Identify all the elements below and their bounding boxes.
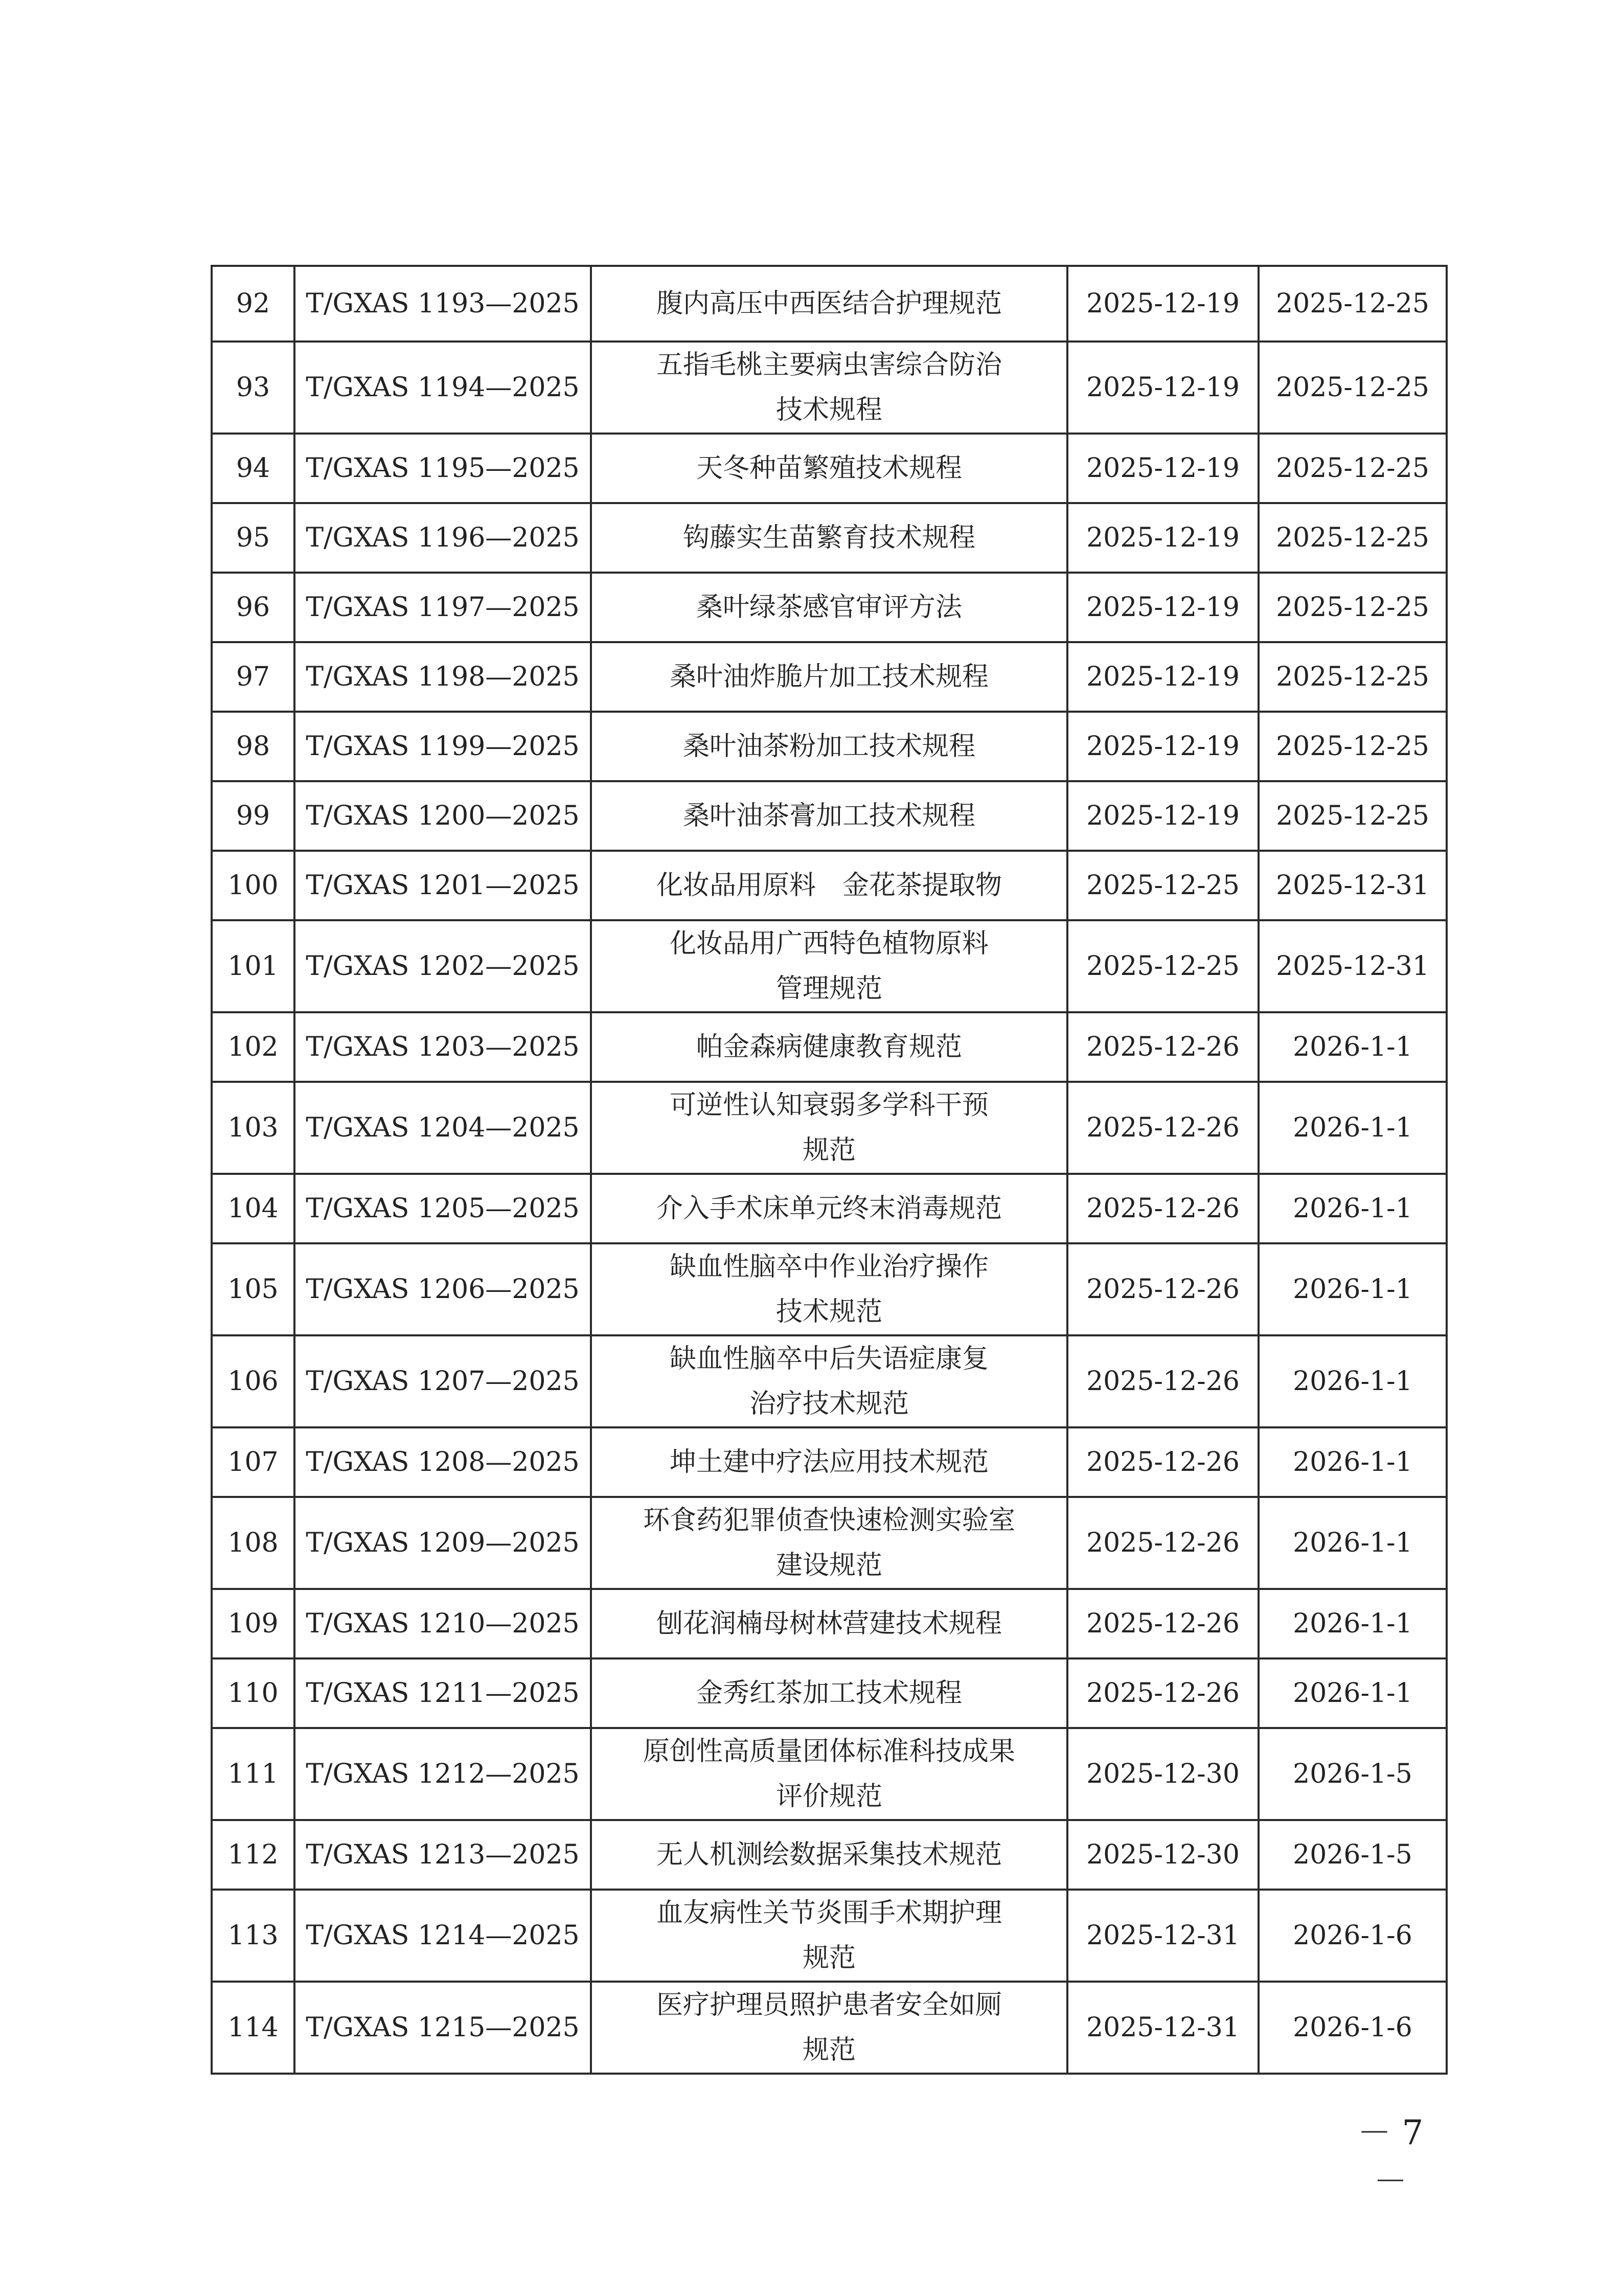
seq-no-cell: 99: [212, 781, 294, 851]
effective-date-cell: 2025-12-25: [1259, 642, 1447, 712]
standard-code-cell: T/GXAS 1210—2025: [294, 1589, 591, 1658]
release-date-cell: 2025-12-25: [1067, 851, 1259, 920]
release-date-cell: 2025-12-26: [1067, 1174, 1259, 1243]
release-date-cell: 2025-12-31: [1067, 1890, 1259, 1982]
title-line: 技术规范: [775, 1297, 882, 1327]
standard-title-cell: [591, 1982, 1067, 2074]
seq-no-cell: 92: [212, 266, 294, 342]
standard-code-cell: T/GXAS 1198—2025: [294, 642, 591, 712]
table-row: [212, 712, 1447, 781]
title-line: 刨花润楠母树林营建技术规程: [656, 1608, 1002, 1639]
table-row: [212, 1982, 1447, 2074]
standard-title-cell: [591, 1497, 1067, 1589]
standard-code-cell: T/GXAS 1215—2025: [294, 1982, 591, 2074]
table-row: [212, 342, 1447, 434]
standard-code-cell: T/GXAS 1206—2025: [294, 1243, 591, 1335]
standard-code-cell: T/GXAS 1207—2025: [294, 1335, 591, 1427]
title-line: 化妆品用广西特色植物原料: [669, 928, 989, 959]
standard-title-cell: [591, 1658, 1067, 1728]
standard-code-cell: T/GXAS 1195—2025: [294, 434, 591, 503]
title-line: 坤土建中疗法应用技术规范: [669, 1447, 989, 1477]
standard-title-cell: [591, 503, 1067, 573]
table-row: [212, 1427, 1447, 1497]
title-line: 可逆性认知衰弱多学科干预: [669, 1090, 989, 1121]
title-line: 缺血性脑卒中作业治疗操作: [669, 1252, 989, 1282]
standard-code-cell: T/GXAS 1205—2025: [294, 1174, 591, 1243]
table-row: [212, 1497, 1447, 1589]
seq-no-cell: 109: [212, 1589, 294, 1658]
title-line: 环食药犯罪侦查快速检测实验室: [643, 1505, 1015, 1536]
release-date-cell: 2025-12-26: [1067, 1589, 1259, 1658]
effective-date-cell: 2026-1-5: [1259, 1728, 1447, 1820]
release-date-cell: 2025-12-26: [1067, 1335, 1259, 1427]
release-date-cell: 2025-12-31: [1067, 1982, 1259, 2074]
standard-code-cell: T/GXAS 1212—2025: [294, 1728, 591, 1820]
standard-title-cell: [591, 851, 1067, 920]
release-date-cell: 2025-12-26: [1067, 1497, 1259, 1589]
effective-date-cell: 2026-1-1: [1259, 1174, 1447, 1243]
seq-no-cell: 107: [212, 1427, 294, 1497]
standard-title-cell: [591, 1589, 1067, 1658]
standard-code-cell: T/GXAS 1200—2025: [294, 781, 591, 851]
standards-table: [211, 265, 1448, 2075]
seq-no-cell: 101: [212, 920, 294, 1012]
release-date-cell: 2025-12-26: [1067, 1012, 1259, 1082]
title-line: 天冬种苗繁殖技术规程: [696, 453, 962, 484]
seq-no-cell: 97: [212, 642, 294, 712]
release-date-cell: 2025-12-25: [1067, 920, 1259, 1012]
standard-code-cell: T/GXAS 1211—2025: [294, 1658, 591, 1728]
release-date-cell: 2025-12-19: [1067, 781, 1259, 851]
seq-no-cell: 112: [212, 1820, 294, 1890]
standard-title-cell: [591, 1243, 1067, 1335]
standard-title-cell: [591, 342, 1067, 434]
standard-title-cell: [591, 1012, 1067, 1082]
standard-title-cell: [591, 1890, 1067, 1982]
seq-no-cell: 105: [212, 1243, 294, 1335]
standard-title-cell: [591, 573, 1067, 642]
table-row: [212, 1728, 1447, 1820]
table-row: [212, 1082, 1447, 1174]
release-date-cell: 2025-12-19: [1067, 503, 1259, 573]
effective-date-cell: 2025-12-25: [1259, 781, 1447, 851]
standard-code-cell: T/GXAS 1203—2025: [294, 1012, 591, 1082]
title-line: 规范: [802, 2035, 856, 2065]
effective-date-cell: 2025-12-25: [1259, 573, 1447, 642]
standard-code-cell: T/GXAS 1204—2025: [294, 1082, 591, 1174]
standard-code-cell: T/GXAS 1201—2025: [294, 851, 591, 920]
table-row: [212, 1012, 1447, 1082]
standard-title-cell: [591, 1728, 1067, 1820]
standard-title-cell: [591, 1082, 1067, 1174]
seq-no-cell: 110: [212, 1658, 294, 1728]
title-line: 规范: [802, 1943, 856, 1973]
effective-date-cell: 2025-12-31: [1259, 851, 1447, 920]
standards-table-body: [212, 266, 1447, 2074]
title-line: 桑叶绿茶感官审评方法: [696, 592, 962, 623]
release-date-cell: 2025-12-26: [1067, 1243, 1259, 1335]
table-row: [212, 1890, 1447, 1982]
title-line: 五指毛桃主要病虫害综合防治: [656, 350, 1002, 380]
seq-no-cell: 100: [212, 851, 294, 920]
table-row: [212, 1243, 1447, 1335]
effective-date-cell: 2026-1-1: [1259, 1082, 1447, 1174]
seq-no-cell: 111: [212, 1728, 294, 1820]
title-line: 化妆品用原料 金花茶提取物: [656, 870, 1002, 901]
standard-title-cell: [591, 1427, 1067, 1497]
seq-no-cell: 103: [212, 1082, 294, 1174]
release-date-cell: 2025-12-26: [1067, 1658, 1259, 1728]
effective-date-cell: 2026-1-5: [1259, 1820, 1447, 1890]
seq-no-cell: 114: [212, 1982, 294, 2074]
effective-date-cell: 2026-1-1: [1259, 1658, 1447, 1728]
table-row: [212, 266, 1447, 342]
title-line: 桑叶油茶膏加工技术规程: [682, 801, 975, 831]
standard-code-cell: T/GXAS 1196—2025: [294, 503, 591, 573]
title-line: 桑叶油茶粉加工技术规程: [682, 731, 975, 762]
title-line: 金秀红茶加工技术规程: [696, 1678, 962, 1709]
title-line: 规范: [802, 1135, 856, 1166]
title-line: 治疗技术规范: [749, 1389, 909, 1419]
table-row: [212, 1335, 1447, 1427]
table-row: [212, 1820, 1447, 1890]
seq-no-cell: 94: [212, 434, 294, 503]
effective-date-cell: 2026-1-1: [1259, 1243, 1447, 1335]
standard-title-cell: [591, 434, 1067, 503]
effective-date-cell: 2026-1-1: [1259, 1497, 1447, 1589]
title-line: 桑叶油炸脆片加工技术规程: [669, 662, 989, 692]
effective-date-cell: 2026-1-1: [1259, 1335, 1447, 1427]
release-date-cell: 2025-12-19: [1067, 642, 1259, 712]
effective-date-cell: 2025-12-25: [1259, 266, 1447, 342]
seq-no-cell: 104: [212, 1174, 294, 1243]
seq-no-cell: 108: [212, 1497, 294, 1589]
release-date-cell: 2025-12-26: [1067, 1427, 1259, 1497]
table-row: [212, 573, 1447, 642]
effective-date-cell: 2026-1-1: [1259, 1427, 1447, 1497]
effective-date-cell: 2026-1-6: [1259, 1890, 1447, 1982]
table-row: [212, 1589, 1447, 1658]
release-date-cell: 2025-12-30: [1067, 1820, 1259, 1890]
title-line: 技术规程: [775, 395, 882, 425]
table-row: [212, 642, 1447, 712]
seq-no-cell: 93: [212, 342, 294, 434]
standard-code-cell: T/GXAS 1209—2025: [294, 1497, 591, 1589]
table-row: [212, 781, 1447, 851]
table-row: [212, 434, 1447, 503]
release-date-cell: 2025-12-19: [1067, 712, 1259, 781]
standard-title-cell: [591, 781, 1067, 851]
release-date-cell: 2025-12-19: [1067, 266, 1259, 342]
standard-title-cell: [591, 1335, 1067, 1427]
standard-code-cell: T/GXAS 1197—2025: [294, 573, 591, 642]
standard-code-cell: T/GXAS 1208—2025: [294, 1427, 591, 1497]
standard-code-cell: T/GXAS 1213—2025: [294, 1820, 591, 1890]
standard-code-cell: T/GXAS 1214—2025: [294, 1890, 591, 1982]
release-date-cell: 2025-12-19: [1067, 342, 1259, 434]
standard-title-cell: [591, 1174, 1067, 1243]
release-date-cell: 2025-12-30: [1067, 1728, 1259, 1820]
release-date-cell: 2025-12-19: [1067, 434, 1259, 503]
title-line: 无人机测绘数据采集技术规范: [656, 1839, 1002, 1870]
effective-date-cell: 2025-12-25: [1259, 503, 1447, 573]
release-date-cell: 2025-12-26: [1067, 1082, 1259, 1174]
title-line: 医疗护理员照护患者安全如厕: [656, 1990, 1002, 2020]
table-row: [212, 503, 1447, 573]
table-row: [212, 1658, 1447, 1728]
table-row: [212, 920, 1447, 1012]
seq-no-cell: 106: [212, 1335, 294, 1427]
title-line: 建设规范: [775, 1550, 882, 1581]
title-line: 原创性高质量团体标准科技成果: [643, 1736, 1015, 1767]
release-date-cell: 2025-12-19: [1067, 573, 1259, 642]
effective-date-cell: 2026-1-1: [1259, 1012, 1447, 1082]
title-line: 帕金森病健康教育规范: [696, 1032, 962, 1062]
standard-code-cell: T/GXAS 1202—2025: [294, 920, 591, 1012]
seq-no-cell: 95: [212, 503, 294, 573]
standard-title-cell: [591, 642, 1067, 712]
standard-title-cell: [591, 920, 1067, 1012]
effective-date-cell: 2025-12-31: [1259, 920, 1447, 1012]
title-line: 介入手术床单元终末消毒规范: [656, 1193, 1002, 1224]
standard-code-cell: T/GXAS 1199—2025: [294, 712, 591, 781]
effective-date-cell: 2025-12-25: [1259, 342, 1447, 434]
standard-title-cell: [591, 266, 1067, 342]
table-row: [212, 851, 1447, 920]
standard-title-cell: [591, 1820, 1067, 1890]
title-line: 缺血性脑卒中后失语症康复: [669, 1344, 989, 1374]
effective-date-cell: 2026-1-1: [1259, 1589, 1447, 1658]
title-line: 钩藤实生苗繁育技术规程: [682, 522, 975, 553]
seq-no-cell: 96: [212, 573, 294, 642]
seq-no-cell: 98: [212, 712, 294, 781]
title-line: 管理规范: [775, 973, 882, 1004]
standard-title-cell: [591, 712, 1067, 781]
title-line: 腹内高压中西医结合护理规范: [656, 288, 1002, 319]
effective-date-cell: 2025-12-25: [1259, 434, 1447, 503]
title-line: 评价规范: [775, 1781, 882, 1812]
seq-no-cell: 113: [212, 1890, 294, 1982]
effective-date-cell: 2026-1-6: [1259, 1982, 1447, 2074]
page-number: － 7 －: [1357, 2113, 1424, 2201]
title-line: 血友病性关节炎围手术期护理: [656, 1898, 1002, 1928]
table-row: [212, 1174, 1447, 1243]
seq-no-cell: 102: [212, 1012, 294, 1082]
effective-date-cell: 2025-12-25: [1259, 712, 1447, 781]
standard-code-cell: T/GXAS 1194—2025: [294, 342, 591, 434]
standard-code-cell: T/GXAS 1193—2025: [294, 266, 591, 342]
